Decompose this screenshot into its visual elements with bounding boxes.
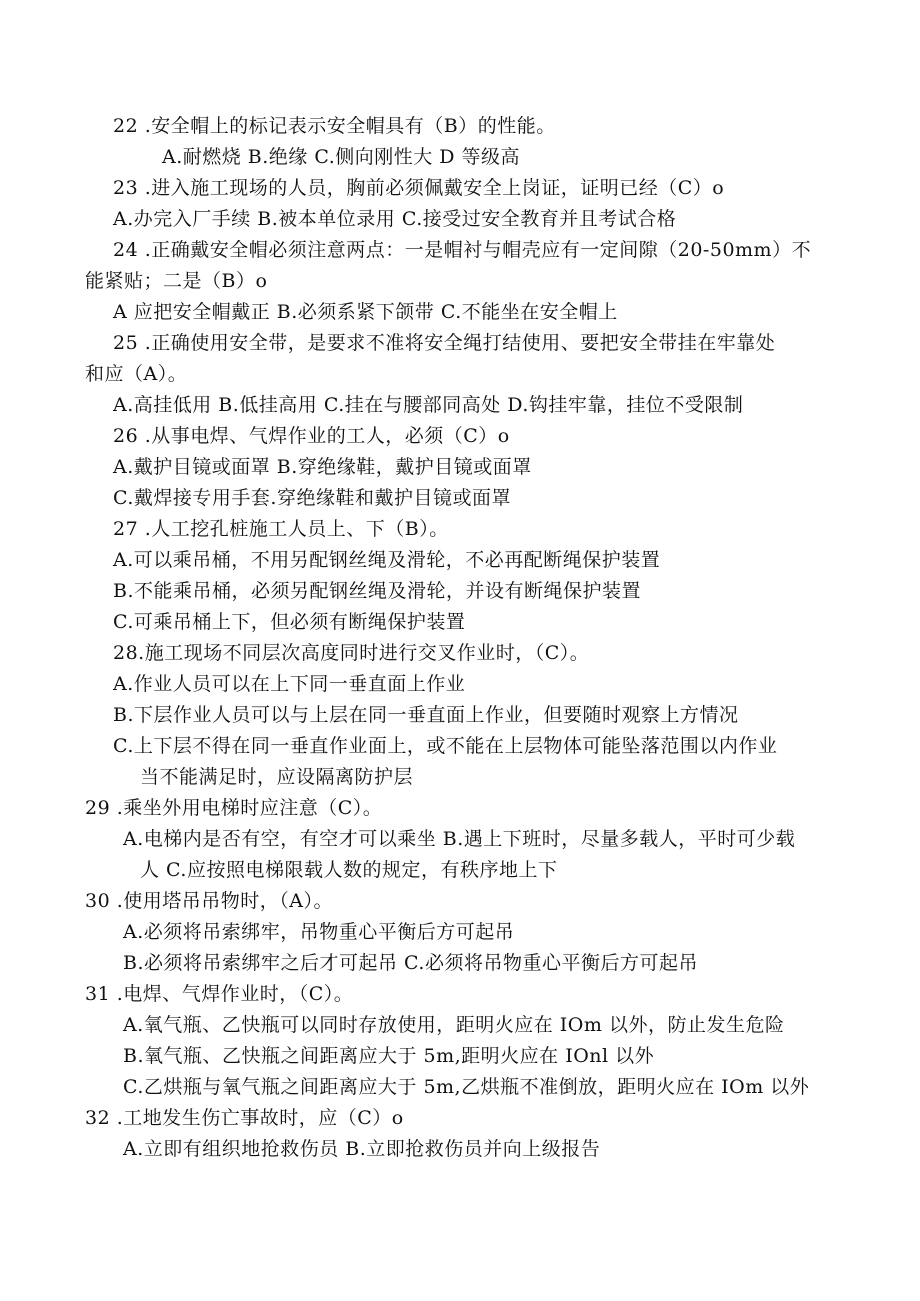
question-27-option-c: C.可乘吊桶上下，但必须有断绳保护装置 [113, 611, 466, 633]
question-25-stem-cont: 和应（A）。 [85, 363, 188, 385]
question-25-options: A.高挂低用 B.低挂高用 C.挂在与腰部同高处 D.钩挂牢靠，挂位不受限制 [113, 394, 744, 416]
question-24-options: A 应把安全帽戴正 B.必须系紧下颌带 C.不能坐在安全帽上 [113, 301, 618, 323]
question-23-options: A.办完入厂手续 B.被本单位录用 C.接受过安全教育并且考试合格 [113, 208, 677, 230]
question-22-stem: 22 .安全帽上的标记表示安全帽具有（B）的性能。 [113, 115, 556, 137]
question-28-stem: 28.施工现场不同层次高度同时进行交叉作业时，（C）。 [113, 642, 590, 664]
question-28-option-a: A.作业人员可以在上下同一垂直面上作业 [113, 673, 466, 695]
question-29-stem: 29 .乘坐外用电梯时应注意（C）。 [85, 797, 383, 819]
question-32-options: A.立即有组织地抢救伤员 B.立即抢救伤员并向上级报告 [123, 1138, 601, 1160]
question-32-stem: 32 .工地发生伤亡事故时，应（C）o [85, 1107, 404, 1129]
question-30-option-a: A.必须将吊索绑牢，吊物重心平衡后方可起吊 [123, 921, 515, 943]
question-26-option-c: C.戴焊接专用手套.穿绝缘鞋和戴护目镜或面罩 [113, 487, 511, 509]
question-28-option-b: B.下层作业人员可以与上层在同一垂直面上作业，但要随时观察上方情况 [113, 704, 739, 726]
question-25-stem: 25 .正确使用安全带，是要求不准将安全绳打结使用、要把安全带挂在牢靠处 [113, 332, 776, 354]
question-30-stem: 30 .使用塔吊吊物时，（A）。 [85, 890, 333, 912]
question-27-option-a: A.可以乘吊桶，不用另配钢丝绳及滑轮，不必再配断绳保护装置 [113, 549, 661, 571]
question-29-options: A.电梯内是否有空，有空才可以乘坐 B.遇上下班时，尽量多载人，平时可少载 [123, 828, 796, 850]
question-24-stem: 24 .正确戴安全帽必须注意两点：一是帽衬与帽壳应有一定间隙（20-50mm）不 [113, 239, 812, 261]
question-27-option-b: B.不能乘吊桶，必须另配钢丝绳及滑轮，并设有断绳保护装置 [113, 580, 642, 602]
question-22-options: A.耐燃烧 B.绝缘 C.侧向刚性大 D 等级高 [162, 146, 521, 168]
question-23-stem: 23 .进入施工现场的人员，胸前必须佩戴安全上岗证，证明已经（C）o [113, 177, 725, 199]
question-28-option-c-cont: 当不能满足时，应设隔离防护层 [140, 766, 414, 788]
question-24-stem-cont: 能紧贴；二是（B）o [85, 270, 268, 292]
question-31-stem: 31 .电焊、气焊作业时，（C）。 [85, 983, 354, 1005]
question-31-option-b: B.氧气瓶、乙快瓶之间距离应大于 5m,距明火应在 IOnl 以外 [123, 1045, 655, 1067]
question-27-stem: 27 .人工挖孔桩施工人员上、下（B）。 [113, 518, 449, 540]
question-31-option-a: A.氧气瓶、乙快瓶可以同时存放使用，距明火应在 IOm 以外，防止发生危险 [123, 1014, 785, 1036]
question-31-option-c: C.乙烘瓶与氧气瓶之间距离应大于 5m,乙烘瓶不准倒放，距明火应在 IOm 以外 [123, 1076, 810, 1098]
question-30-option-bc: B.必须将吊索绑牢之后才可起吊 C.必须将吊物重心平衡后方可起吊 [123, 952, 698, 974]
question-28-option-c: C.上下层不得在同一垂直作业面上，或不能在上层物体可能坠落范围以内作业 [113, 735, 778, 757]
question-29-options-cont: 人 C.应按照电梯限载人数的规定，有秩序地上下 [140, 859, 558, 881]
question-26-option-ab: A.戴护目镜或面罩 B.穿绝缘鞋，戴护目镜或面罩 [113, 456, 532, 478]
question-26-stem: 26 .从事电焊、气焊作业的工人，必须（C）o [113, 425, 510, 447]
